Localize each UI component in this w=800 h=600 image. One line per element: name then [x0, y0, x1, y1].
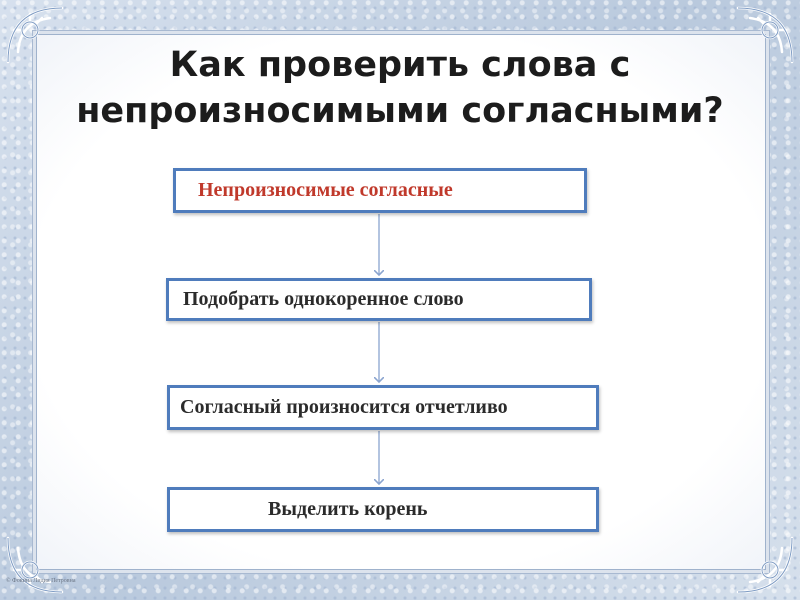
slide-title-line-1: Как проверить слова с — [169, 45, 631, 85]
step-label-2: Подобрать однокоренное слово — [183, 288, 464, 310]
step-label-1: Непроизносимые согласные — [198, 179, 453, 201]
copyright-note: © Фокина Лидия Петровна — [6, 578, 76, 584]
step-label-3: Согласный произносится отчетливо — [180, 396, 508, 418]
snowflake-ornament-icon — [0, 530, 70, 600]
step-label-4: Выделить корень — [268, 498, 428, 520]
step-box-3 — [167, 385, 599, 430]
slide-title — [40, 42, 760, 134]
step-box-2 — [166, 278, 592, 321]
step-box-4 — [167, 487, 599, 532]
slide-title-line-2: непроизносимыми согласными? — [76, 91, 724, 131]
step-box-1 — [173, 168, 587, 213]
snowflake-ornament-icon — [730, 530, 800, 600]
